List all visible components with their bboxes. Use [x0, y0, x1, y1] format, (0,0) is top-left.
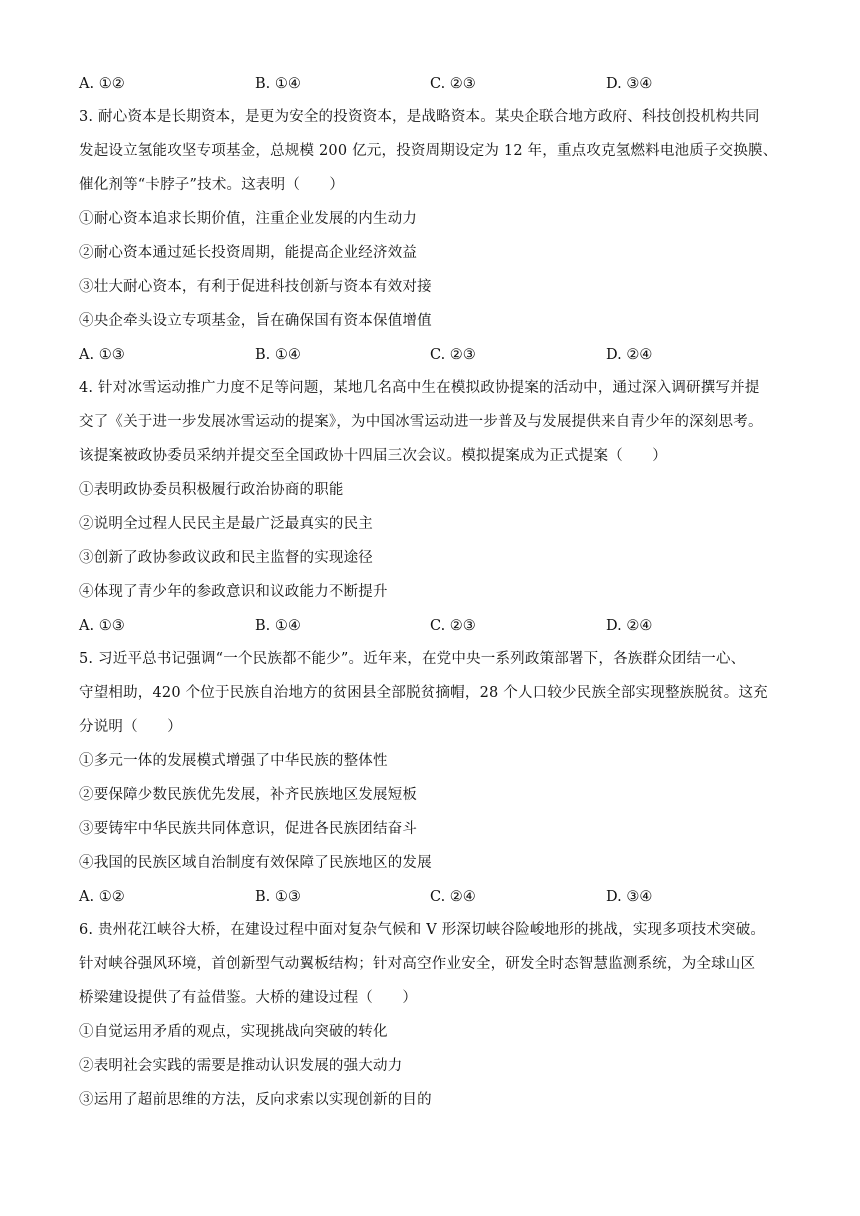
- q2-option-b: B. ①④: [255, 76, 301, 92]
- q6-item-2: ②表明社会实践的需要是推动认识发展的强大动力: [79, 1058, 403, 1074]
- q5-item-4: ④我国的民族区域自治制度有效保障了民族地区的发展: [79, 855, 432, 871]
- q4-option-a: A. ①③: [79, 618, 125, 634]
- q4-stem-line-2: 交了《关于进一步发展冰雪运动的提案》，为中国冰雪运动进一步普及与发展提供来自青少年的深刻思考。: [79, 414, 763, 430]
- q5-item-1: ①多元一体的发展模式增强了中华民族的整体性: [79, 753, 388, 769]
- q5-option-b: B. ①③: [255, 889, 301, 905]
- q3-option-b: B. ①④: [255, 347, 301, 363]
- q3-stem-line-3: 催化剂等“卡脖子”技术。这表明（ ）: [79, 177, 345, 193]
- q4-item-1: ①表明政协委员积极履行政治协商的职能: [79, 482, 344, 498]
- q4-stem-line-1: 4. 针对冰雪运动推广力度不足等问题，某地几名高中生在模拟政协提案的活动中，通过深入调研撰写并提: [79, 380, 760, 396]
- q5-option-d: D. ③④: [606, 889, 653, 905]
- q3-item-2: ②耐心资本通过延长投资周期，能提高企业经济效益: [79, 245, 418, 261]
- q2-option-c: C. ②③: [430, 76, 476, 92]
- q5-option-c: C. ②④: [430, 889, 476, 905]
- q4-stem-line-3: 该提案被政协委员采纳并提交至全国政协十四届三次会议。模拟提案成为正式提案（ ）: [79, 448, 667, 464]
- q6-stem-line-2: 针对峡谷强风环境，首创新型气动翼板结构；针对高空作业安全，研发全时态智慧监测系统，为全球山区: [79, 956, 756, 972]
- q4-item-3: ③创新了政协参政议政和民主监督的实现途径: [79, 550, 373, 566]
- q6-item-1: ①自觉运用矛盾的观点，实现挑战向突破的转化: [79, 1024, 388, 1040]
- q3-option-d: D. ②④: [606, 347, 653, 363]
- q3-item-1: ①耐心资本追求长期价值，注重企业发展的内生动力: [79, 211, 418, 227]
- q3-item-3: ③壮大耐心资本，有利于促进科技创新与资本有效对接: [79, 279, 432, 295]
- q5-item-2: ②要保障少数民族优先发展，补齐民族地区发展短板: [79, 787, 418, 803]
- q5-option-a: A. ①②: [79, 889, 125, 905]
- q5-stem-line-2: 守望相助，420 个位于民族自治地方的贫困县全部脱贫摘帽，28 个人口较少民族全部实现整族脱贫。这充: [79, 685, 768, 701]
- q4-option-c: C. ②③: [430, 618, 476, 634]
- q5-stem-line-3: 分说明（ ）: [79, 719, 182, 735]
- q4-item-4: ④体现了青少年的参政意识和议政能力不断提升: [79, 584, 388, 600]
- q3-stem-line-1: 3. 耐心资本是长期资本，是更为安全的投资资本，是战略资本。某央企联合地方政府、科技创投机构共同: [79, 109, 760, 125]
- q2-option-d: D. ③④: [606, 76, 653, 92]
- q3-option-c: C. ②③: [430, 347, 476, 363]
- q4-option-d: D. ②④: [606, 618, 653, 634]
- q3-item-4: ④央企牵头设立专项基金，旨在确保国有资本保值增值: [79, 313, 432, 329]
- q5-stem-line-1: 5. 习近平总书记强调“一个民族都不能少”。近年来，在党中央一系列政策部署下，各族群众团结一心、: [79, 651, 746, 667]
- q3-option-a: A. ①③: [79, 347, 125, 363]
- q4-item-2: ②说明全过程人民民主是最广泛最真实的民主: [79, 516, 373, 532]
- q3-stem-line-2: 发起设立氢能攻坚专项基金，总规模 200 亿元，投资周期设定为 12 年，重点攻克氢燃料电池质子交换膜、: [79, 143, 778, 159]
- q6-stem-line-1: 6. 贵州花江峡谷大桥，在建设过程中面对复杂气候和 V 形深切峡谷险峻地形的挑战，实现多项技术突破。: [79, 922, 766, 938]
- q5-item-3: ③要铸牢中华民族共同体意识，促进各民族团结奋斗: [79, 821, 418, 837]
- q6-stem-line-3: 桥梁建设提供了有益借鉴。大桥的建设过程（ ）: [79, 990, 418, 1006]
- q2-option-a: A. ①②: [79, 76, 125, 92]
- q4-option-b: B. ①④: [255, 618, 301, 634]
- q6-item-3: ③运用了超前思维的方法，反向求索以实现创新的目的: [79, 1092, 432, 1108]
